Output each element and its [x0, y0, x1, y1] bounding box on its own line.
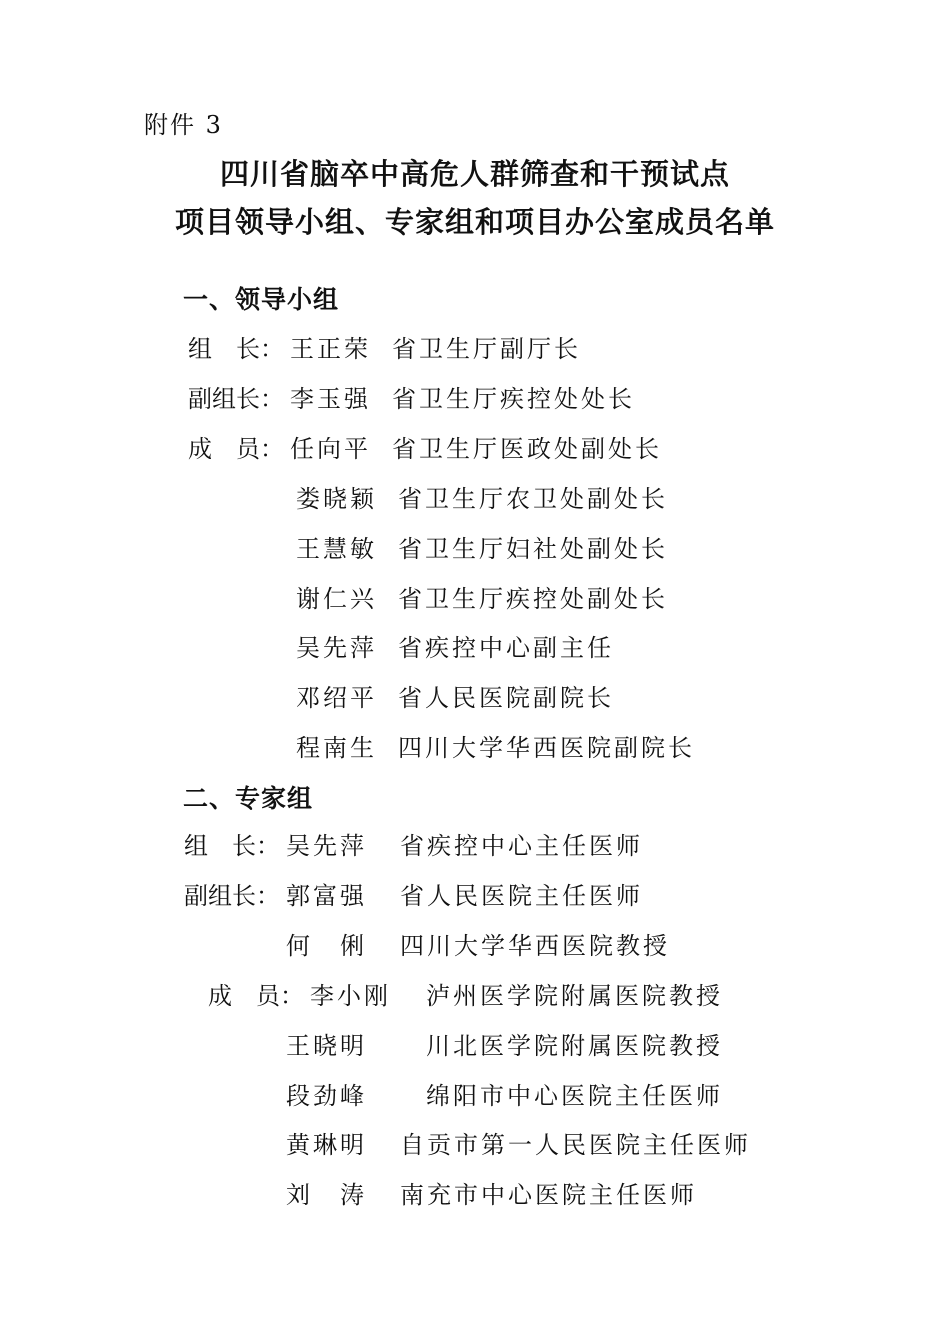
member-position: 川北医学院附属医院教授: [426, 1032, 723, 1060]
member-name: 谢仁兴: [296, 585, 377, 613]
role-label: 组 长：: [188, 335, 284, 363]
member-name: 何 俐: [286, 932, 367, 960]
member-position: 省卫生厅医政处副处长: [392, 435, 662, 463]
member-name: 娄晓颖: [296, 485, 377, 513]
member-position: 自贡市第一人民医院主任医师: [400, 1131, 751, 1159]
attachment-label: 附件 3: [144, 111, 223, 139]
member-name: 刘 涛: [286, 1181, 367, 1209]
member-position: 省人民医院副院长: [398, 684, 614, 712]
member-position: 四川大学华西医院副院长: [398, 734, 695, 762]
member-name: 王正荣: [290, 335, 371, 363]
role-label: 副组长：: [188, 385, 284, 413]
member-position: 省卫生厅疾控处处长: [392, 385, 635, 413]
role-label: 副组长：: [184, 882, 280, 910]
member-position: 省人民医院主任医师: [400, 882, 643, 910]
member-name: 李玉强: [290, 385, 371, 413]
member-name: 王慧敏: [296, 535, 377, 563]
member-name: 郭富强: [286, 882, 367, 910]
member-position: 省疾控中心主任医师: [400, 832, 643, 860]
member-name: 吴先萍: [286, 832, 367, 860]
member-name: 王晓明: [286, 1032, 367, 1060]
member-position: 省疾控中心副主任: [398, 634, 614, 662]
member-position: 省卫生厅疾控处副处长: [398, 585, 668, 613]
member-name: 吴先萍: [296, 634, 377, 662]
role-label: 组 长：: [184, 832, 280, 860]
member-position: 南充市中心医院主任医师: [400, 1181, 697, 1209]
role-label: 成 员：: [188, 435, 284, 463]
member-position: 省卫生厅副厅长: [392, 335, 581, 363]
member-position: 省卫生厅妇社处副处长: [398, 535, 668, 563]
member-position: 泸州医学院附属医院教授: [426, 982, 723, 1010]
member-name: 邓绍平: [296, 684, 377, 712]
section-heading-experts: 二、专家组: [183, 784, 314, 813]
document-title-line-1: 四川省脑卒中高危人群筛查和干预试点: [219, 157, 730, 191]
member-position: 省卫生厅农卫处副处长: [398, 485, 668, 513]
member-name: 任向平: [290, 435, 371, 463]
member-name: 李小刚: [310, 982, 391, 1010]
member-name: 段劲峰: [286, 1082, 367, 1110]
section-heading-leadership: 一、领导小组: [183, 285, 340, 314]
role-label: 成 员：: [208, 982, 304, 1010]
document-title-line-2: 项目领导小组、专家组和项目办公室成员名单: [174, 205, 775, 239]
member-position: 四川大学华西医院教授: [400, 932, 670, 960]
member-name: 程南生: [296, 734, 377, 762]
member-name: 黄琳明: [286, 1131, 367, 1159]
member-position: 绵阳市中心医院主任医师: [426, 1082, 723, 1110]
